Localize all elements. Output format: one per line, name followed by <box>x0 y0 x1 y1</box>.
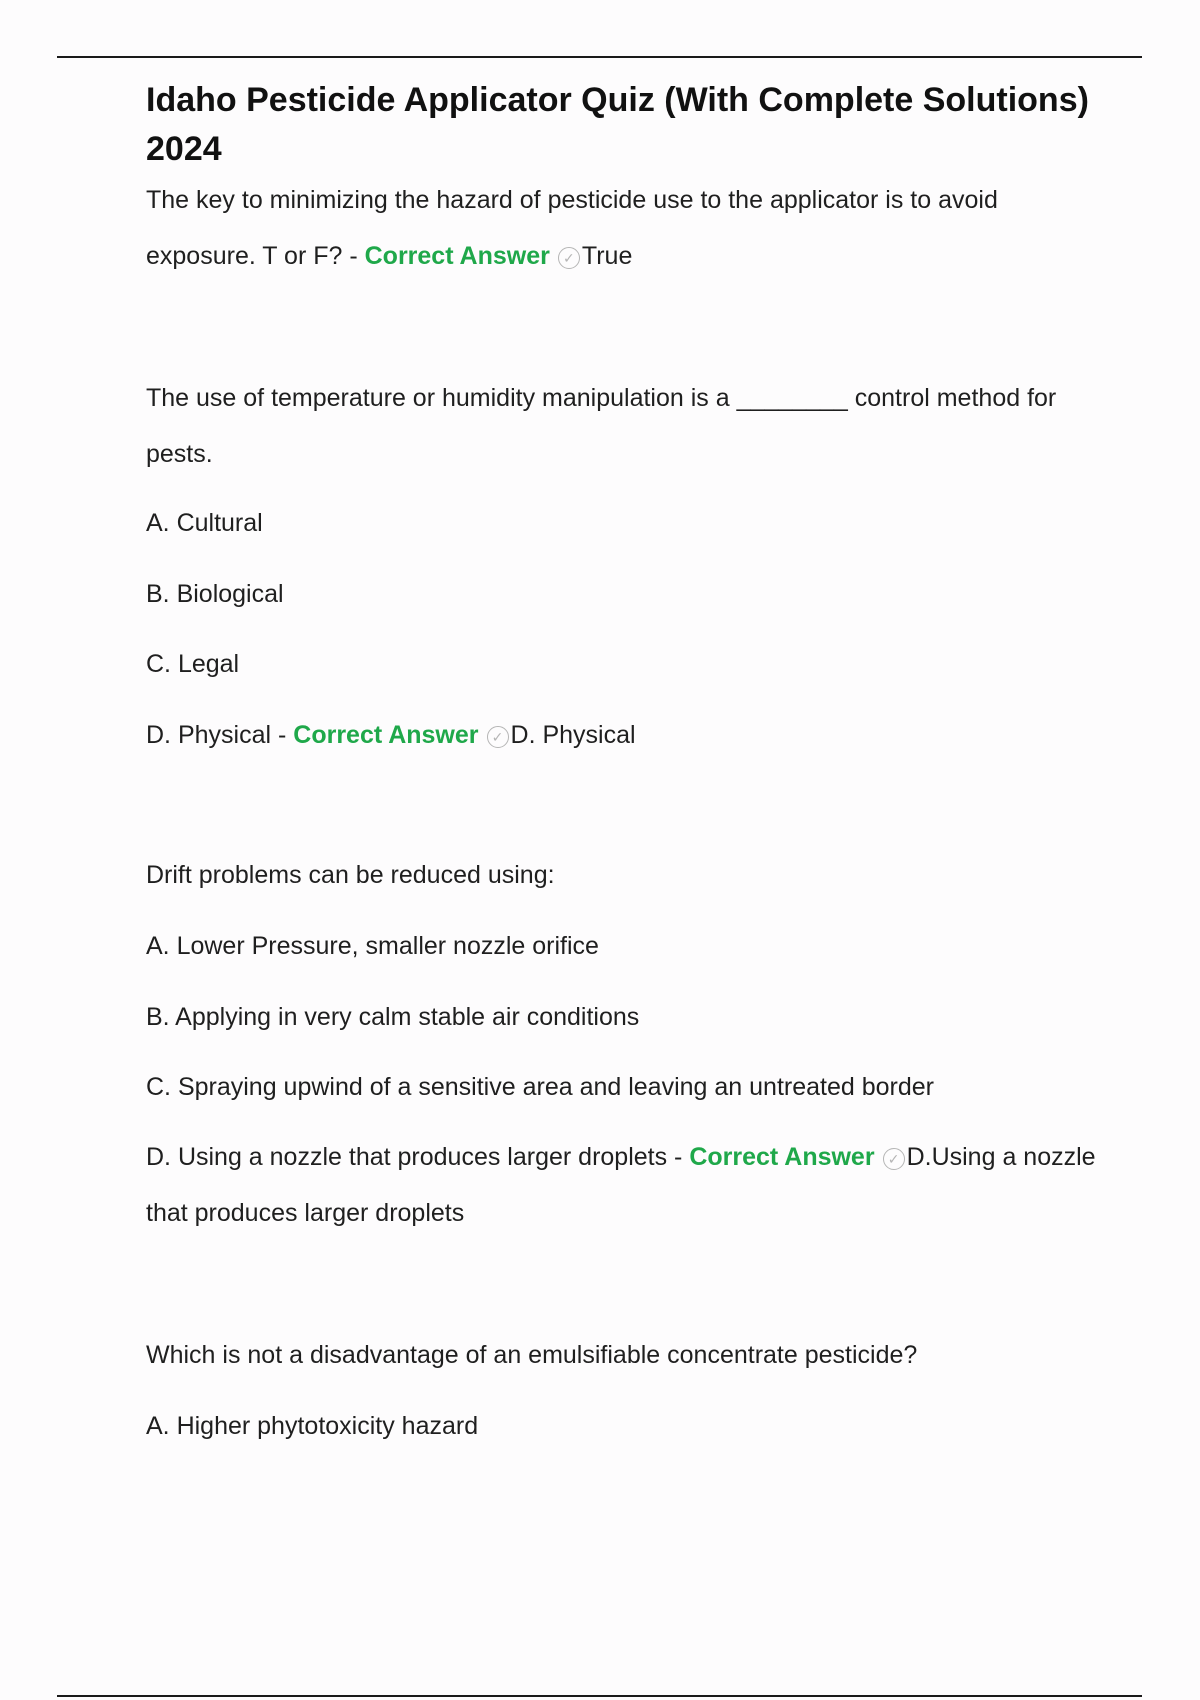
question-2-prompt: The use of temperature or humidity manipulation is a ________ control method for pests. <box>146 384 1057 468</box>
question-3-option-d-text: D. Using a nozzle that produces larger droplets - <box>146 1143 690 1171</box>
question-3-option-b: B. Applying in very calm stable air conditions <box>146 1003 640 1031</box>
question-3-prompt: Drift problems can be reduced using: <box>146 861 555 889</box>
question-2-option-d <box>146 707 1106 763</box>
question-2-option-b: B. Biological <box>146 580 284 608</box>
question-4-prompt: Which is not a disadvantage of an emulsifiable concentrate pesticide? <box>146 1341 918 1369</box>
question-2-option-c: C. Legal <box>146 650 240 678</box>
question-1-prompt: The key to minimizing the hazard of pesticide use to the applicator is to avoid exposure. T or F? - <box>146 186 998 270</box>
question-2-option-d-text: D. Physical - <box>146 721 294 749</box>
correct-answer-label: Correct Answer <box>364 242 550 270</box>
check-circle-icon: ✓ <box>487 726 509 748</box>
question-3-answer: D.Using a nozzle that produces larger droplets <box>146 1143 1096 1227</box>
question-1 <box>146 172 1106 284</box>
bottom-rule <box>57 1695 1142 1697</box>
question-2-option-a: A. Cultural <box>146 509 263 537</box>
document-title: Idaho Pesticide Applicator Quiz (With Complete Solutions) 2024 <box>146 81 1089 168</box>
question-3-option-d <box>146 1129 1106 1241</box>
top-rule <box>57 56 1142 58</box>
correct-answer-label: Correct Answer <box>689 1143 875 1171</box>
document-body <box>146 76 1106 1454</box>
check-circle-icon: ✓ <box>558 247 580 269</box>
correct-answer-label: Correct Answer <box>293 721 479 749</box>
question-3-option-a: A. Lower Pressure, smaller nozzle orifice <box>146 932 599 960</box>
check-circle-icon: ✓ <box>883 1148 905 1170</box>
question-1-answer: True <box>581 242 633 270</box>
question-2-answer: D. Physical <box>510 721 636 749</box>
question-3-option-c: C. Spraying upwind of a sensitive area and leaving an untreated border <box>146 1073 935 1101</box>
question-4-option-a: A. Higher phytotoxicity hazard <box>146 1412 479 1440</box>
